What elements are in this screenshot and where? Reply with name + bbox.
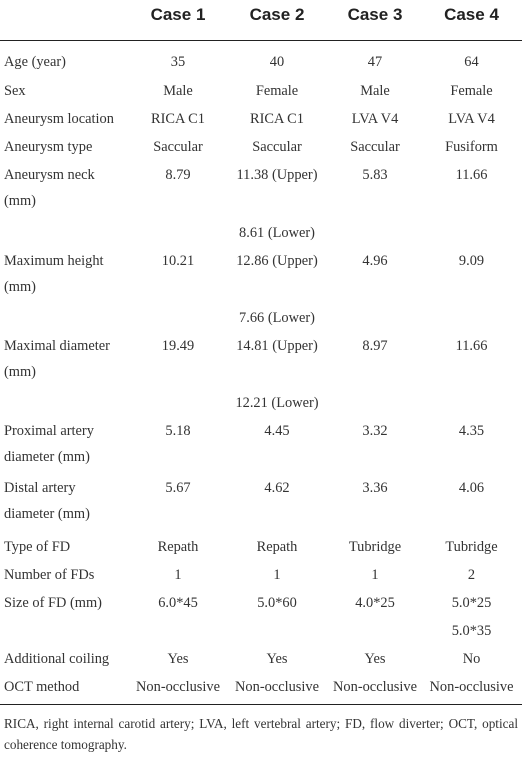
- cell: 5.0*25: [451, 595, 492, 611]
- cell: 4.35: [458, 423, 485, 439]
- cell: 11.66: [455, 338, 488, 354]
- cell: 35: [170, 54, 186, 70]
- cell: Non-occlusive: [429, 679, 514, 695]
- cell: 3.32: [362, 423, 388, 439]
- cell: 4.0*25: [355, 595, 395, 611]
- cell: RICA C1: [151, 111, 205, 127]
- cell: Repath: [157, 539, 199, 555]
- cell: Female: [255, 83, 299, 99]
- cell: 12.86 (Upper): [236, 253, 318, 269]
- cell: 19.49: [161, 338, 195, 354]
- cell: Non-occlusive: [235, 679, 319, 695]
- cell: LVA V4: [351, 111, 399, 127]
- cell: 8.79: [165, 167, 191, 183]
- row-label: Additional coiling: [4, 651, 110, 667]
- cell: LVA V4: [448, 111, 495, 127]
- header-case-1: Case 1: [150, 5, 206, 24]
- cell: 1: [273, 567, 281, 583]
- cell: Tubridge: [348, 539, 402, 555]
- table-footnote: RICA, right internal carotid artery; LVA, left vertebral artery; FD, flow diverter; OCT, optical coherence tomography.: [4, 716, 518, 752]
- header-case-3: Case 3: [347, 5, 403, 24]
- cell-lower: 8.61 (Lower): [239, 225, 315, 241]
- cell: Repath: [256, 539, 298, 555]
- cell: 4.62: [264, 480, 290, 496]
- cell: 4.06: [458, 480, 485, 496]
- cell: 3.36: [362, 480, 388, 496]
- cell: Yes: [167, 651, 189, 667]
- cell: 14.81 (Upper): [236, 338, 318, 354]
- cell: 4.96: [362, 253, 388, 269]
- cell: 6.0*45: [158, 595, 198, 611]
- row-label: Maximum height: [4, 253, 104, 269]
- cell-lower: 12.21 (Lower): [235, 395, 319, 411]
- cell: Male: [163, 83, 193, 99]
- row-label-unit: (mm): [4, 364, 36, 380]
- table-bottom-rule: [0, 704, 522, 705]
- cell: 47: [367, 54, 383, 70]
- row-label: Proximal artery: [4, 423, 94, 439]
- row-label: Type of FD: [4, 539, 71, 555]
- cell: 10.21: [161, 253, 195, 269]
- cell: Yes: [364, 651, 386, 667]
- cell: Male: [360, 83, 390, 99]
- cell: 1: [174, 567, 182, 583]
- cell: 5.18: [165, 423, 191, 439]
- row-label: Aneurysm neck: [4, 167, 95, 183]
- row-label: Sex: [4, 83, 26, 99]
- cell: RICA C1: [250, 111, 304, 127]
- cell: Saccular: [350, 139, 400, 155]
- cell: Saccular: [153, 139, 203, 155]
- cell: 1: [371, 567, 379, 583]
- row-label-unit: (mm): [4, 279, 36, 295]
- cell: Non-occlusive: [136, 679, 220, 695]
- cell: 5.0*60: [257, 595, 297, 611]
- cell: 64: [464, 54, 479, 70]
- cell: Non-occlusive: [333, 679, 417, 695]
- cell: Female: [450, 83, 493, 99]
- row-label-unit: diameter (mm): [4, 449, 90, 465]
- cell: 8.97: [362, 338, 388, 354]
- row-label: Age (year): [4, 54, 66, 70]
- cell: Fusiform: [445, 139, 498, 155]
- row-label: Aneurysm type: [4, 139, 93, 155]
- cell: 5.83: [362, 167, 388, 183]
- cell: 11.66: [455, 167, 488, 183]
- header-case-2: Case 2: [249, 5, 305, 24]
- cell: Saccular: [252, 139, 302, 155]
- cell: Tubridge: [445, 539, 498, 555]
- header-case-4: Case 4: [444, 5, 499, 24]
- row-label: Number of FDs: [4, 567, 95, 583]
- cell-second: 5.0*35: [451, 623, 492, 639]
- table-header: [0, 0, 522, 41]
- row-label: Aneurysm location: [4, 111, 114, 127]
- cell: 40: [269, 54, 285, 70]
- row-label-unit: diameter (mm): [4, 506, 90, 522]
- row-label-unit: (mm): [4, 193, 36, 209]
- row-label: OCT method: [4, 679, 80, 695]
- cell: No: [462, 651, 481, 667]
- cell: 11.38 (Upper): [236, 167, 318, 183]
- row-label: Maximal diameter: [4, 338, 110, 354]
- cell: 2: [467, 567, 476, 583]
- cell: Yes: [266, 651, 288, 667]
- cell: 4.45: [264, 423, 290, 439]
- cell: 9.09: [458, 253, 485, 269]
- row-label: Size of FD (mm): [4, 595, 102, 611]
- row-label: Distal artery: [4, 480, 76, 496]
- cell-lower: 7.66 (Lower): [239, 310, 315, 326]
- cell: 5.67: [165, 480, 191, 496]
